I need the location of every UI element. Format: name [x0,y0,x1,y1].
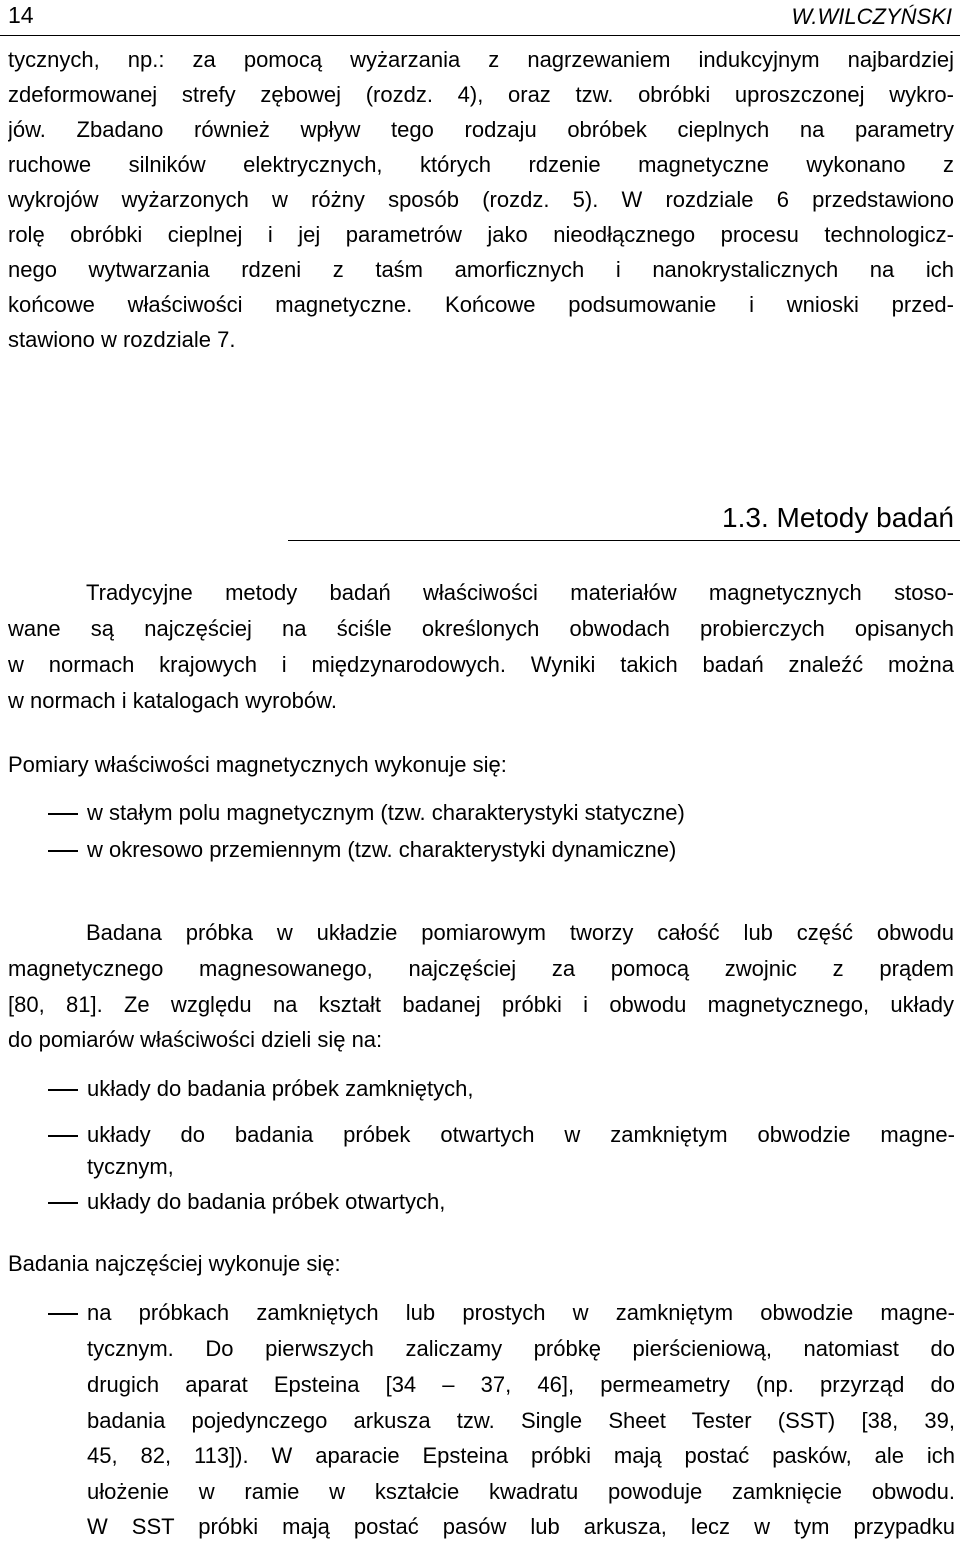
para1-line-2: wane są najczęściej na ściśle określonych obwodach probierczych opisanych [8,616,954,641]
para3-item-2-line-1: układy do badania próbek otwartych w zamkniętym obwodzie magne- [87,1122,955,1147]
intro-line-2: zdeformowanej strefy zębowej (rozdz. 4), oraz tzw. obróbki uproszczonej wykro- [8,82,954,107]
para1-line-4: w normach i katalogach wyrobów. [8,688,337,713]
para4-item-line-7: W SST próbki mają postać pasów lub arkusza, lecz w tym przypadku [87,1514,955,1539]
intro-line-4: ruchowe silników elektrycznych, których rdzenie magnetyczne wykonano z [8,152,954,177]
section-rule [288,540,960,541]
dash-bullet [48,850,78,852]
para3-line-3: [80, 81]. Ze względu na kształt badanej próbki i obwodu magnetycznego, układy [8,992,954,1017]
para4-intro: Badania najczęściej wykonuje się: [8,1251,341,1276]
intro-line-3: jów. Zbadano również wpływ tego rodzaju obróbek cieplnych na parametry [8,117,954,142]
para3-line-1: Badana próbka w układzie pomiarowym tworzy całość lub część obwodu [86,920,954,945]
intro-line-6: rolę obróbki cieplnej i jej parametrów jako nieodłącznego procesu technologicz- [8,222,954,247]
dash-bullet [48,1135,78,1137]
para3-item-2-line-2: tycznym, [87,1154,174,1179]
para1-line-3: w normach krajowych i międzynarodowych. Wyniki takich badań znaleźć można [8,652,954,677]
dash-bullet [48,1089,78,1091]
para3-item-3: układy do badania próbek otwartych, [87,1189,446,1214]
para4-item-line-2: tycznym. Do pierwszych zaliczamy próbkę pierścieniową, natomiast do [87,1336,955,1361]
intro-line-9: stawiono w rozdziale 7. [8,327,236,352]
para3-line-2: magnetycznego magnesowanego, najczęściej za pomocą zwojnic z prądem [8,956,954,981]
para4-item-line-5: 45, 82, 113]). W aparacie Epsteina próbki mają postać pasków, ale ich [87,1443,955,1468]
running-header-author: W.WILCZYŃSKI [791,4,952,29]
intro-line-7: nego wytwarzania rdzeni z taśm amorficznych i nanokrystalicznych na ich [8,257,954,282]
dash-bullet [48,1202,78,1204]
intro-line-1: tycznych, np.: za pomocą wyżarzania z nagrzewaniem indukcyjnym najbardziej [8,47,954,72]
intro-line-5: wykrojów wyżarzonych w różny sposób (rozdz. 5). W rozdziale 6 przedstawiono [8,187,954,212]
section-heading: 1.3. Metody badań [722,502,954,533]
para4-item-line-1: na próbkach zamkniętych lub prostych w zamkniętym obwodzie magne- [87,1300,955,1325]
page-number: 14 [8,2,34,28]
para4-item-line-6: ułożenie w ramie w kształcie kwadratu powoduje zamknięcie obwodu. [87,1479,955,1504]
para1-line-1: Tradycyjne metody badań właściwości materiałów magnetycznych stoso- [86,580,954,605]
para2-item-2: w okresowo przemiennym (tzw. charakterystyki dynamiczne) [87,837,677,862]
para3-item-1: układy do badania próbek zamkniętych, [87,1076,474,1101]
dash-bullet [48,813,78,815]
para2-intro: Pomiary właściwości magnetycznych wykonuje się: [8,752,507,777]
header-rule [0,35,960,36]
para4-item-line-4: badania pojedynczego arkusza tzw. Single Sheet Tester (SST) [38, 39, [87,1408,955,1433]
para3-line-4: do pomiarów właściwości dzieli się na: [8,1027,383,1052]
intro-line-8: końcowe właściwości magnetyczne. Końcowe podsumowanie i wnioski przed- [8,292,954,317]
para2-item-1: w stałym polu magnetycznym (tzw. charakterystyki statyczne) [87,800,685,825]
dash-bullet [48,1313,78,1315]
para4-item-line-3: drugich aparat Epsteina [34 – 37, 46], permeametry (np. przyrząd do [87,1372,955,1397]
